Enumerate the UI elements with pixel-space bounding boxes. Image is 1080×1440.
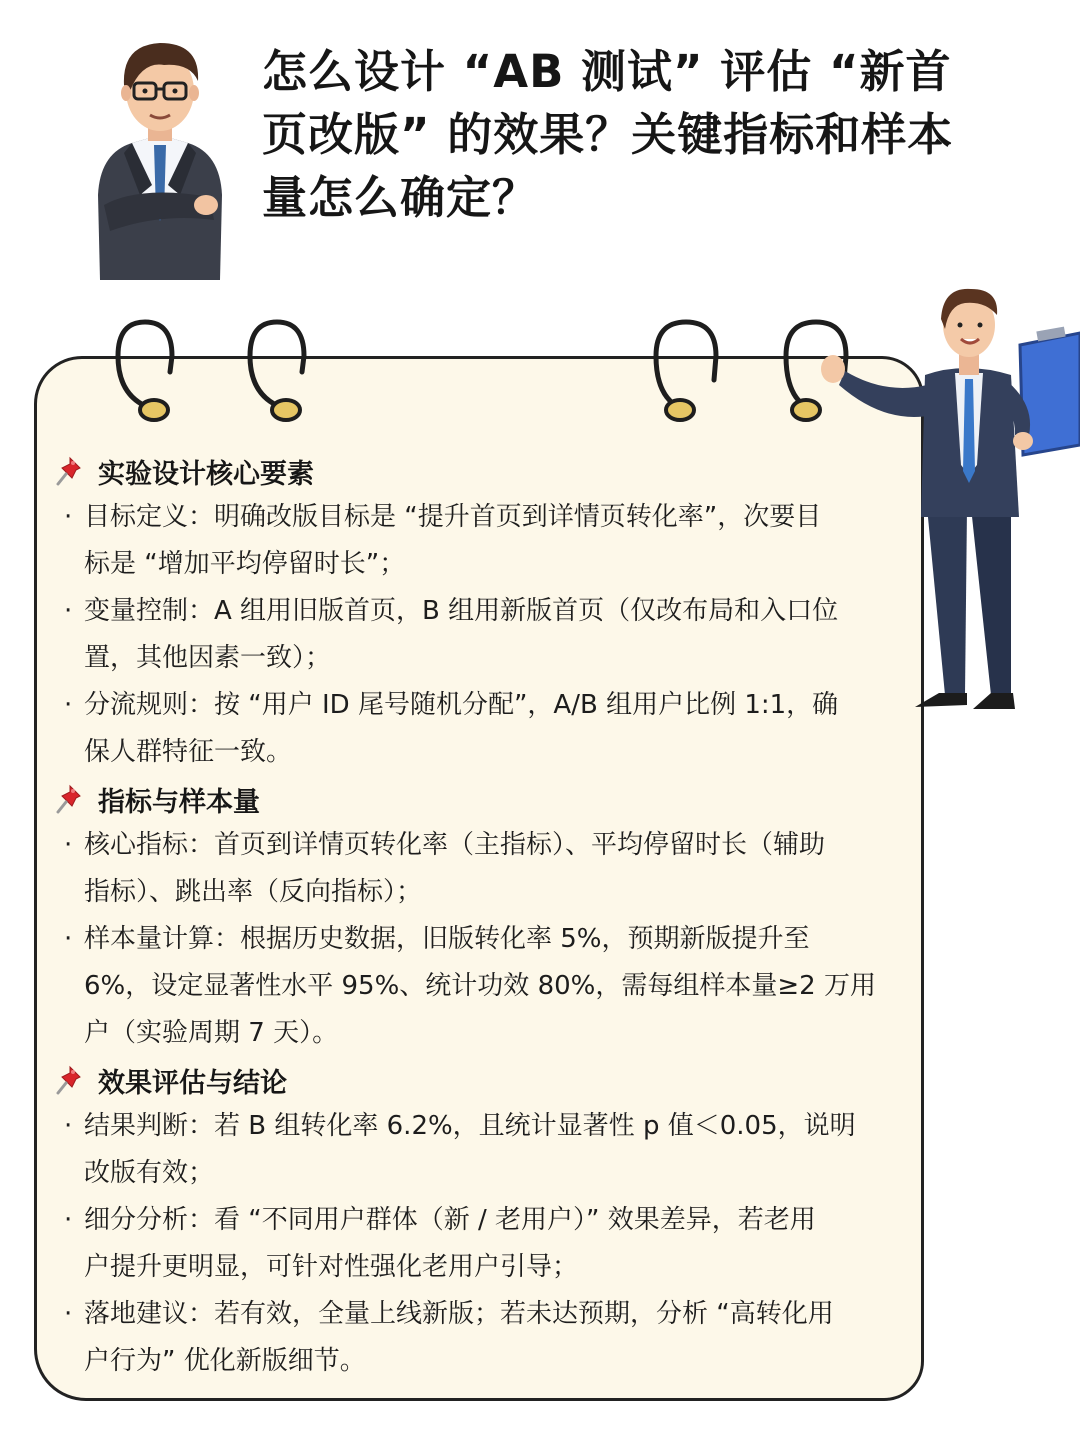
title-line: 怎么设计 “AB 测试” 评估 “新首 <box>262 45 952 98</box>
item-text: 核心指标：首页到详情页转化率（主指标）、平均停留时长（辅助 <box>84 830 826 860</box>
item-text: 户行为” 优化新版细节。 <box>84 1346 366 1376</box>
item-text: 指标）、跳出率（反向指标）； <box>84 877 423 907</box>
item-text: 结果判断：若 B 组转化率 6.2%，且统计显著性 p 值＜0.05，说明 <box>84 1111 856 1141</box>
item-text: 户（实验周期 7 天）。 <box>84 1018 339 1048</box>
item-text: 落地建议：若有效，全量上线新版；若未达预期，分析 “高转化用 <box>84 1299 834 1329</box>
item-text: 置，其他因素一致）； <box>84 643 332 673</box>
item-text: 改版有效； <box>84 1158 215 1188</box>
page-title <box>262 40 1022 229</box>
item-text: 保人群特征一致。 <box>84 737 293 767</box>
item-text: 6%，设定显著性水平 95%、统计功效 80%，需每组样本量≥2 万用 <box>84 971 876 1001</box>
list-item: · 分流规则：按 “用户 ID 尾号随机分配”，A/B 组用户比例 1:1，确 保人群特征一致。 <box>56 682 906 776</box>
title-line: 量怎么确定？ <box>262 171 539 224</box>
item-text: 标是 “增加平均停留时长”； <box>84 549 406 579</box>
list-item: · 细分分析：看 “不同用户群体（新 / 老用户）” 效果差异，若老用 户提升更明显，可针对性强化老用户引导； <box>56 1197 906 1291</box>
section-heading <box>56 776 906 822</box>
list-item: · 落地建议：若有效，全量上线新版；若未达预期，分析 “高转化用 户行为” 优化新版细节。 <box>56 1291 906 1385</box>
pushpin-icon <box>56 454 86 488</box>
pushpin-icon <box>56 1063 86 1097</box>
list-item: · 结果判断：若 B 组转化率 6.2%，且统计显著性 p 值＜0.05，说明 改版有效； <box>56 1103 906 1197</box>
item-text: 分流规则：按 “用户 ID 尾号随机分配”，A/B 组用户比例 1:1，确 <box>84 690 839 720</box>
businessman-illustration <box>80 35 240 280</box>
list-item: · 变量控制：A 组用旧版首页，B 组用新版首页（仅改布局和入口位 置，其他因素一致）； <box>56 588 906 682</box>
item-text: 变量控制：A 组用旧版首页，B 组用新版首页（仅改布局和入口位 <box>84 596 839 626</box>
section-title: 指标与样本量 <box>98 786 260 818</box>
section-title: 实验设计核心要素 <box>98 458 314 490</box>
item-text: 户提升更明显，可针对性强化老用户引导； <box>84 1252 579 1282</box>
pushpin-icon <box>56 782 86 816</box>
list-item: · 目标定义：明确改版目标是 “提升首页到详情页转化率”，次要目 标是 “增加平均停留时长”； <box>56 494 906 588</box>
item-text: 样本量计算：根据历史数据，旧版转化率 5%，预期新版提升至 <box>84 924 810 954</box>
list-item: · 样本量计算：根据历史数据，旧版转化率 5%，预期新版提升至 6%，设定显著性水平 95%、统计功效 80%，需每组样本量≥2 万用 户（实验周期 7 天）。 <box>56 916 906 1057</box>
section-heading <box>56 1057 906 1103</box>
list-item: · 核心指标：首页到详情页转化率（主指标）、平均停留时长（辅助 指标）、跳出率（反向指标）； <box>56 822 906 916</box>
item-text: 细分分析：看 “不同用户群体（新 / 老用户）” 效果差异，若老用 <box>84 1205 816 1235</box>
notes-content <box>56 448 906 1385</box>
title-line: 页改版” 的效果？关键指标和样本 <box>262 108 954 161</box>
section-heading <box>56 448 906 494</box>
section-title: 效果评估与结论 <box>98 1067 287 1099</box>
item-text: 目标定义：明确改版目标是 “提升首页到详情页转化率”，次要目 <box>84 502 822 532</box>
